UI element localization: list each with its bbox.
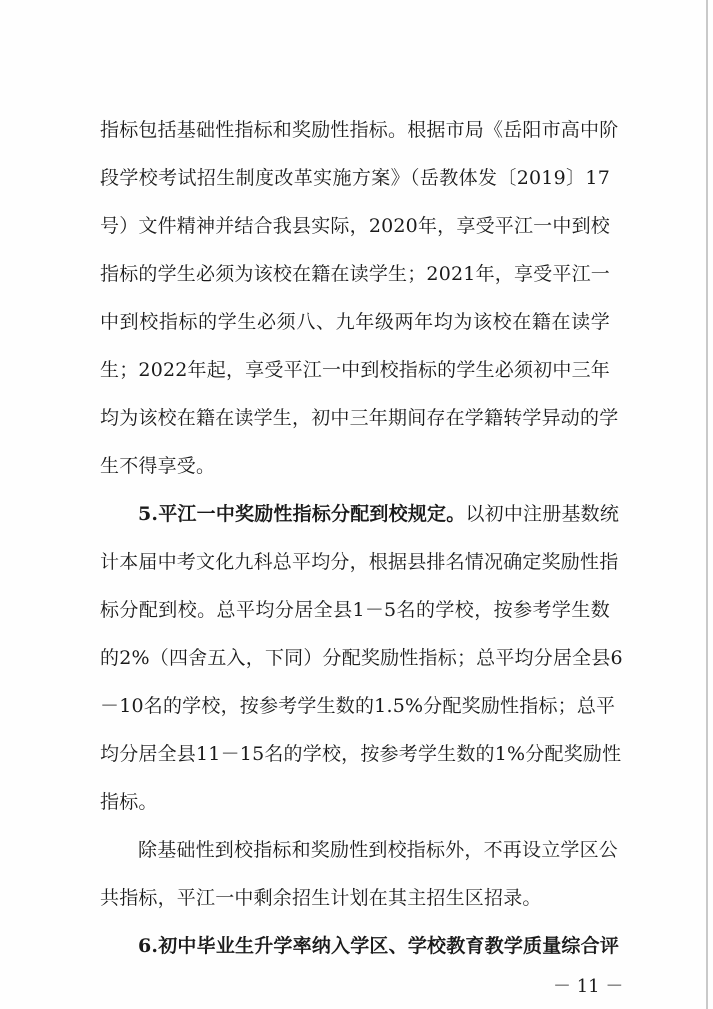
text-line-1: 指标包括基础性指标和奖励性指标。根据市局《岳阳市高中阶 bbox=[100, 119, 619, 141]
paragraph-extra-line-2: 共指标，平江一中剩余招生计划在其主招生区招录。 bbox=[100, 887, 542, 909]
text-line-2: 段学校考试招生制度改革实施方案》（岳教体发〔2019〕17 bbox=[100, 167, 610, 189]
text-line-6: 生；2022年起，享受平江一中到校指标的学生必须初中三年 bbox=[100, 359, 610, 381]
section-5-first-line bbox=[138, 499, 620, 529]
section-5-line-7: 指标。 bbox=[100, 791, 158, 813]
section-5-line-5: －10名的学校，按参考学生数的1.5%分配奖励性指标；总平 bbox=[100, 695, 616, 717]
text-line-8: 生不得享受。 bbox=[100, 455, 216, 477]
section-5-line-6: 均分居全县11－15名的学校，按参考学生数的1%分配奖励性 bbox=[100, 743, 622, 765]
scan-edge-mark bbox=[706, 0, 708, 1009]
page-number: － 11 － bbox=[553, 976, 624, 997]
text-line-4: 指标的学生必须为该校在籍在读学生；2021年，享受平江一 bbox=[100, 263, 610, 285]
text-line-3: 号）文件精神并结合我县实际，2020年，享受平江一中到校 bbox=[100, 215, 610, 237]
text-line-7: 均为该校在籍在读学生，初中三年期间存在学籍转学异动的学 bbox=[100, 407, 619, 429]
section-5-line-3: 标分配到校。总平均分居全县1－5名的学校，按参考学生数 bbox=[100, 599, 610, 621]
section-5-first-line-rest: 以初中注册基数统 bbox=[465, 503, 620, 525]
section-6-heading: 6.初中毕业生升学率纳入学区、学校教育教学质量综合评 bbox=[138, 935, 620, 957]
section-5-line-2: 计本届中考文化九科总平均分，根据县排名情况确定奖励性指 bbox=[100, 551, 619, 573]
section-5-line-4: 的2%（四舍五入，下同）分配奖励性指标；总平均分居全县6 bbox=[100, 647, 623, 669]
section-5-heading: 5.平江一中奖励性指标分配到校规定。 bbox=[138, 503, 466, 525]
paragraph-extra-line-1: 除基础性到校指标和奖励性到校指标外，不再设立学区公 bbox=[138, 839, 619, 861]
text-line-5: 中到校指标的学生必须八、九年级两年均为该校在籍在读学 bbox=[100, 311, 610, 333]
